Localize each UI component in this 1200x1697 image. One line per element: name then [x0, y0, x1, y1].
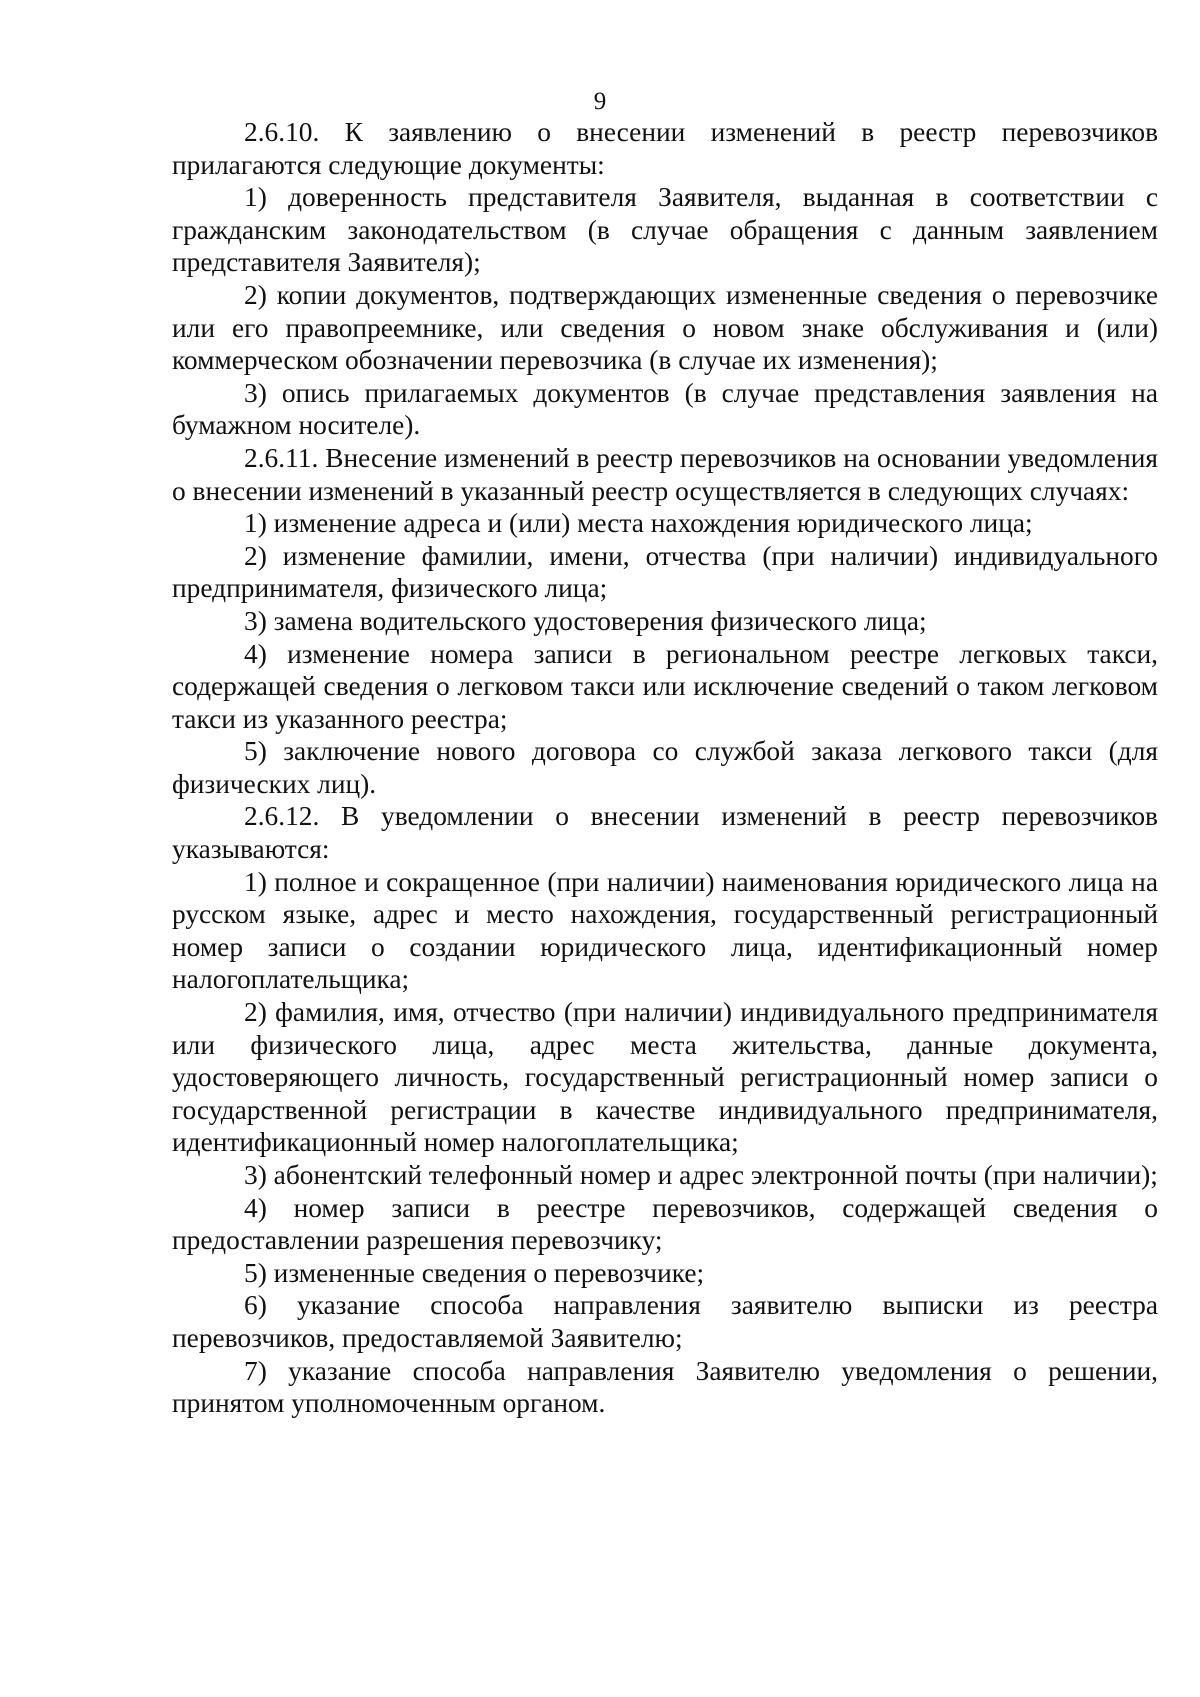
paragraph-2-6-11: 2.6.11. Внесение изменений в реестр перевозчиков на основании уведомления о внесении изменений в указанный реестр осуществляется в следующих случаях:: [172, 442, 1158, 506]
list-item-registry-record: 4) номер записи в реестре перевозчиков, содержащей сведения о предоставлении разрешения перевозчику;: [172, 1192, 1158, 1256]
list-item-license-replacement: 3) замена водительского удостоверения физического лица;: [244, 605, 927, 636]
page-number: 9: [593, 88, 607, 115]
list-item-contact-info: 3) абонентский телефонный номер и адрес электронной почты (при наличии);: [244, 1160, 1158, 1190]
list-item-document-copies: 2) копии документов, подтверждающих измененные сведения о перевозчике или его правопреемнике, или сведения о новом знаке обслуживания и (или) коммерческом обозначении перевозчика (в случае их изменения);: [172, 279, 1158, 376]
list-item-new-contract: 5) заключение нового договора со службой заказа легкового такси (для физических лиц).: [172, 736, 1158, 799]
list-item-legal-entity-name: 1) полное и сокращенное (при наличии) наименования юридического лица на русском языке, адрес и место нахождения, государственный регистрационный номер записи о создании юридического лица, идентификационный номер налогоплательщика;: [172, 866, 1158, 995]
list-item-decision-notice: 7) указание способа направления Заявителю уведомления о решении, принятом уполномоченным органом.: [172, 1355, 1158, 1419]
list-item-power-of-attorney: 1) доверенность представителя Заявителя, выданная в соответствии с гражданским законодательством (в случае обращения с данным заявлением представителя Заявителя);: [172, 182, 1158, 278]
list-item-inventory: 3) опись прилагаемых документов (в случае представления заявления на бумажном носителе).: [172, 377, 1158, 441]
list-item-changed-info: 5) измененные сведения о перевозчике;: [244, 1257, 705, 1288]
paragraph-2-6-12: 2.6.12. В уведомлении о внесении изменений в реестр перевозчиков указываются:: [172, 801, 1158, 865]
paragraph-2-6-10: 2.6.10. К заявлению о внесении изменений в реестр перевозчиков прилагаются следующие документы:: [172, 117, 1158, 180]
list-item-name-change: 2) изменение фамилии, имени, отчества (при наличии) индивидуального предпринимателя, физического лица;: [172, 540, 1158, 604]
list-item-taxi-registry-change: 4) изменение номера записи в региональном реестре легковых такси, содержащей сведения о легковом такси или исключение сведений о таком легковом такси из указанного реестра;: [172, 638, 1158, 734]
list-item-individual-details: 2) фамилия, имя, отчество (при наличии) индивидуального предпринимателя или физического лица, адрес места жительства, данные документа, удостоверяющего личность, государственный регистрационный номер записи о государственной регистрации в качестве индивидуального предпринимателя, идентификационный номер налогоплательщика;: [172, 997, 1158, 1158]
list-item-address-change: 1) изменение адреса и (или) места нахождения юридического лица;: [244, 508, 1033, 539]
document-body: [172, 116, 1158, 1420]
list-item-extract-delivery: 6) указание способа направления заявителю выписки из реестра перевозчиков, предоставляемой Заявителю;: [172, 1290, 1158, 1353]
